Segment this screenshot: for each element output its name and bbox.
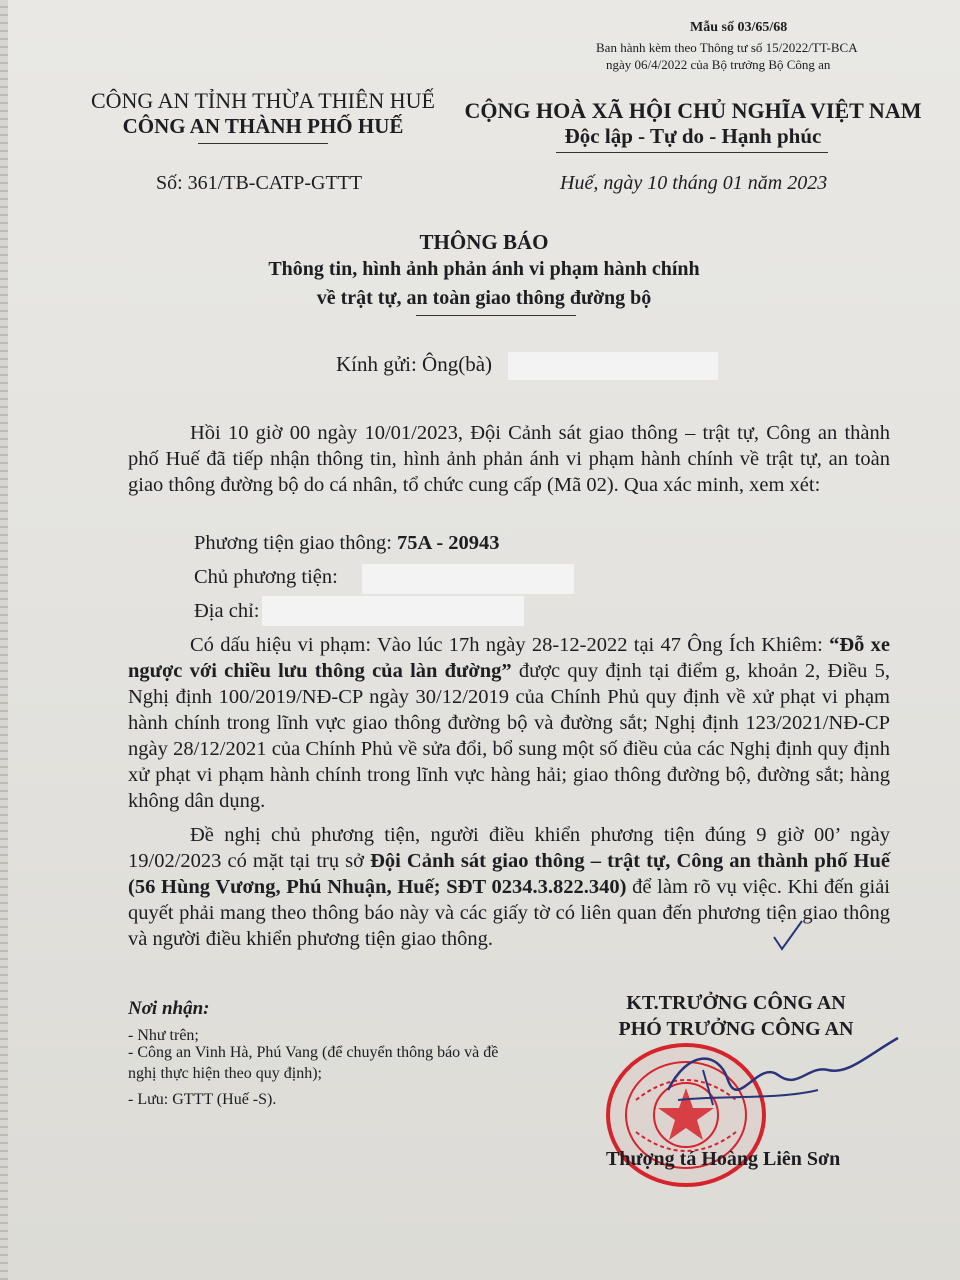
violation-intro: Có dấu hiệu vi phạm: Vào lúc 17h ngày 28-12-2022 tại 47 Ông Ích Khiêm: bbox=[190, 634, 830, 656]
form-issued-with: Ban hành kèm theo Thông tư số 15/2022/TT-BCA bbox=[596, 40, 858, 55]
address-label: Địa chỉ: bbox=[194, 600, 260, 622]
owner-field bbox=[194, 566, 338, 589]
paragraph-violation bbox=[128, 632, 890, 814]
document-title: THÔNG BÁO bbox=[419, 230, 549, 254]
agency-parent: CÔNG AN TỈNH THỪA THIÊN HUẾ bbox=[90, 88, 435, 113]
paper-edge bbox=[0, 0, 8, 1280]
redacted-owner bbox=[362, 564, 574, 594]
paragraph-intro: Hồi 10 giờ 00 ngày 10/01/2023, Đội Cảnh sát giao thông – trật tự, Công an thành phố Huế đã tiếp nhận thông tin, hình ảnh phản ánh vi phạm hành chính về trật tự, an toàn giao thông đường bộ do cá nhân, tổ chức cung cấp (Mã 02). Qua xác minh, xem xét: bbox=[128, 422, 890, 496]
violation-legal-basis: được quy định tại điểm g, khoản 2, Điều 5, Nghị định 100/2019/NĐ-CP ngày 30/12/2019 của Chính Phủ quy định về xử phạt vi phạm hành chính trong lĩnh vực giao thông đường bộ và đường sắt; Nghị định 123/2021/NĐ-CP ngày 28/12/2021 của Chính Phủ về sửa đổi, bổ sung một số điều của các Nghị định quy định xử phạt vi phạm hành chính trong lĩnh vực hàng hải; giao thông đường bộ, đường sắt; hàng không dân dụng. bbox=[128, 660, 890, 812]
signer-name: Thượng tá Hoàng Liên Sơn bbox=[606, 1148, 841, 1170]
recipient-item: - Công an Vinh Hà, Phú Vang (để chuyển thông báo và đề nghị thực hiện theo quy định); bbox=[128, 1044, 499, 1082]
form-reference: Mẫu số 03/65/68 bbox=[690, 20, 788, 35]
agency-name: CÔNG AN THÀNH PHỐ HUẾ bbox=[122, 114, 404, 138]
recipient-item: - Như trên; bbox=[128, 1027, 199, 1044]
signature-title-line2: PHÓ TRƯỞNG CÔNG AN bbox=[618, 1018, 854, 1040]
vehicle-field bbox=[194, 532, 500, 555]
address-field bbox=[194, 600, 259, 623]
document-number: Số: 361/TB-CATP-GTTT bbox=[156, 172, 363, 194]
recipients-title: Nơi nhận: bbox=[128, 998, 210, 1019]
form-issued-date: ngày 06/4/2022 của Bộ trưởng Bộ Công an bbox=[606, 57, 831, 72]
nation-motto: Độc lập - Tự do - Hạnh phúc bbox=[564, 124, 822, 148]
vehicle-plate: 75A - 20943 bbox=[397, 532, 500, 554]
document-page bbox=[8, 0, 960, 1280]
request-location: Đội Cảnh sát giao thông – trật tự, Công an thành phố Huế (56 Hùng Vương, Phú Nhuận, Huế; SĐT 0234.3.822.340) bbox=[128, 850, 890, 898]
title-underline bbox=[416, 315, 576, 316]
vehicle-label: Phương tiện giao thông: bbox=[194, 532, 398, 554]
document-subtitle-line2: về trật tự, an toàn giao thông đường bộ bbox=[316, 287, 652, 309]
place-date: Huế, ngày 10 tháng 01 năm 2023 bbox=[560, 172, 828, 194]
handwritten-tick-icon bbox=[768, 915, 808, 955]
request-intro: Đề nghị chủ phương tiện, người điều khiển phương tiện đúng 9 giờ 00’ ngày 19/02/2023 có mặt tại trụ sở bbox=[128, 824, 890, 872]
owner-label: Chủ phương tiện: bbox=[194, 566, 338, 588]
greeting: Kính gửi: Ông(bà) bbox=[336, 352, 493, 376]
agency-underline bbox=[198, 143, 328, 144]
redacted-address bbox=[262, 596, 524, 626]
nation-title: CỘNG HOÀ XÃ HỘI CHỦ NGHĨA VIỆT NAM bbox=[464, 98, 922, 123]
redacted-recipient-name bbox=[508, 352, 718, 380]
request-rest: để làm rõ vụ việc. Khi đến giải quyết phải mang theo thông báo này và các giấy tờ có liên quan đến phương tiện giao thông và người điều khiển phương tiện giao thông. bbox=[128, 876, 890, 950]
signature-title-line1: KT.TRƯỞNG CÔNG AN bbox=[626, 992, 846, 1014]
recipient-item: - Lưu: GTTT (Huế -S). bbox=[128, 1091, 277, 1108]
motto-underline bbox=[556, 152, 828, 153]
violation-description: “Đỗ xe ngược với chiều lưu thông của làn đường” bbox=[128, 634, 890, 682]
document-subtitle-line1: Thông tin, hình ảnh phản ánh vi phạm hành chính bbox=[268, 258, 700, 280]
handwritten-signature bbox=[658, 1030, 908, 1130]
